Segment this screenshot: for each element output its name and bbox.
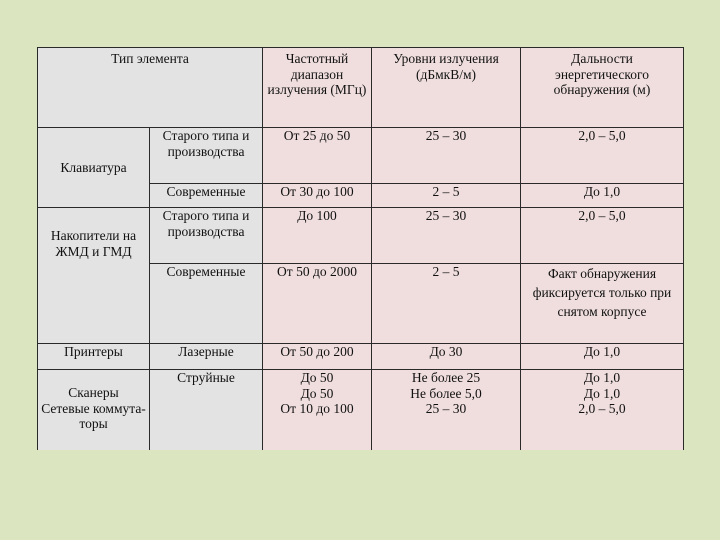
level-cell: 2 – 5 <box>372 184 521 208</box>
distance-cell: До 1,0 <box>521 184 684 208</box>
header-distance: Дальности энергетического обнаружения (м) <box>521 48 684 128</box>
level-scanners: Не более 5,0 <box>410 385 482 401</box>
level-cell <box>372 370 521 450</box>
level-cell: 25 – 30 <box>372 128 521 184</box>
frequency-cell <box>263 370 372 450</box>
subtype-cell: Старого типа и производства <box>150 208 263 264</box>
emission-table <box>37 47 684 450</box>
table-header-row <box>38 48 684 128</box>
element-scanners: Сканеры <box>68 385 119 400</box>
level-inkjet: Не более 25 <box>411 370 481 385</box>
frequency-inkjet: До 50 <box>300 370 334 385</box>
level-cell: 25 – 30 <box>372 208 521 264</box>
distance-cell: 2,0 – 5,0 <box>521 208 684 264</box>
table-row <box>38 208 684 264</box>
distance-scanners: До 1,0 <box>583 385 621 401</box>
frequency-cell: От 30 до 100 <box>263 184 372 208</box>
table-row <box>38 370 684 450</box>
frequency-cell: От 50 до 200 <box>263 344 372 370</box>
table-row <box>38 128 684 184</box>
table-row <box>38 344 684 370</box>
distance-cell: Факт обнаружения фиксируется только при снятом корпусе <box>521 264 684 344</box>
distance-cell: 2,0 – 5,0 <box>521 128 684 184</box>
subtype-cell: Современные <box>150 264 263 344</box>
element-scanners-switches-cell <box>38 370 150 450</box>
distance-cell: До 1,0 <box>521 344 684 370</box>
subtype-cell <box>150 370 263 450</box>
frequency-cell: До 100 <box>263 208 372 264</box>
element-keyboard: Клавиатура <box>38 128 150 208</box>
header-element-type: Тип элемента <box>38 48 263 128</box>
level-switches: 25 – 30 <box>425 401 467 416</box>
subtype-cell: Старого типа и производства <box>150 128 263 184</box>
frequency-cell: От 50 до 2000 <box>263 264 372 344</box>
distance-cell <box>521 370 684 450</box>
distance-inkjet: До 1,0 <box>583 370 621 385</box>
level-cell: До 30 <box>372 344 521 370</box>
header-frequency: Частотный диапазон излучения (МГц) <box>263 48 372 128</box>
element-switches: Сетевые коммута-торы <box>41 400 146 431</box>
subtype-inkjet: Струйные <box>177 370 235 385</box>
distance-switches: 2,0 – 5,0 <box>578 401 626 416</box>
frequency-switches: От 10 до 100 <box>280 401 354 416</box>
header-levels: Уровни излучения (дБмкВ/м) <box>372 48 521 128</box>
element-printers: Принтеры <box>38 344 150 370</box>
frequency-cell: От 25 до 50 <box>263 128 372 184</box>
frequency-scanners: До 50 <box>300 385 334 401</box>
subtype-cell: Лазерные <box>150 344 263 370</box>
element-drives: Накопители на ЖМД и ГМД <box>38 208 150 344</box>
level-cell: 2 – 5 <box>372 264 521 344</box>
slide <box>37 47 683 449</box>
subtype-cell: Современные <box>150 184 263 208</box>
